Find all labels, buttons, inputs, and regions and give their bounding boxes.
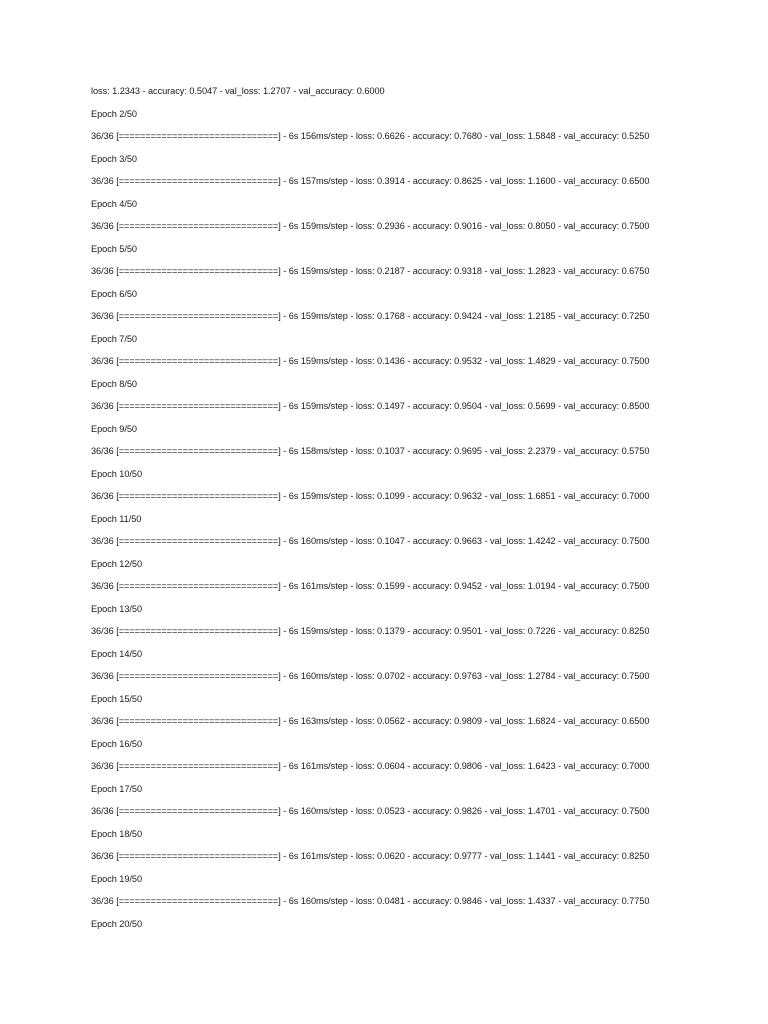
log-line: 36/36 [==============================] - 6s 160ms/step - loss: 0.1047 - accuracy: 0.9663 - val_loss: 1.4242 - val_accuracy: 0.7500 bbox=[91, 536, 650, 546]
epoch-header: Epoch 15/50 bbox=[91, 693, 143, 704]
epoch-header: Epoch 5/50 bbox=[91, 243, 137, 254]
epoch-header: Epoch 10/50 bbox=[91, 468, 143, 479]
epoch-header: Epoch 20/50 bbox=[91, 918, 143, 929]
epoch-header: Epoch 11/50 bbox=[91, 513, 142, 524]
epoch-header: Epoch 3/50 bbox=[91, 153, 137, 164]
epoch-header: Epoch 9/50 bbox=[91, 423, 137, 434]
epoch-header: Epoch 16/50 bbox=[91, 738, 143, 749]
log-line: 36/36 [==============================] - 6s 160ms/step - loss: 0.0481 - accuracy: 0.9846 - val_loss: 1.4337 - val_accuracy: 0.7750 bbox=[91, 896, 650, 906]
epoch-header: Epoch 7/50 bbox=[91, 333, 137, 344]
log-line: 36/36 [==============================] - 6s 161ms/step - loss: 0.0604 - accuracy: 0.9806 - val_loss: 1.6423 - val_accuracy: 0.7000 bbox=[91, 761, 650, 771]
epoch-header: Epoch 19/50 bbox=[91, 873, 143, 884]
log-line: 36/36 [==============================] - 6s 159ms/step - loss: 0.1436 - accuracy: 0.9532 - val_loss: 1.4829 - val_accuracy: 0.7500 bbox=[91, 356, 650, 366]
log-line: 36/36 [==============================] - 6s 160ms/step - loss: 0.0523 - accuracy: 0.9826 - val_loss: 1.4701 - val_accuracy: 0.7500 bbox=[91, 806, 650, 816]
log-line: 36/36 [==============================] - 6s 161ms/step - loss: 0.0620 - accuracy: 0.9777 - val_loss: 1.1441 - val_accuracy: 0.8250 bbox=[91, 851, 650, 861]
log-line: 36/36 [==============================] - 6s 159ms/step - loss: 0.1379 - accuracy: 0.9501 - val_loss: 0.7226 - val_accuracy: 0.8250 bbox=[91, 626, 650, 636]
log-line: 36/36 [==============================] - 6s 159ms/step - loss: 0.1497 - accuracy: 0.9504 - val_loss: 0.5699 - val_accuracy: 0.8500 bbox=[91, 401, 650, 411]
log-line: 36/36 [==============================] - 6s 161ms/step - loss: 0.1599 - accuracy: 0.9452 - val_loss: 1.0194 - val_accuracy: 0.7500 bbox=[91, 581, 650, 591]
epoch-header: Epoch 8/50 bbox=[91, 378, 137, 389]
epoch-header: Epoch 12/50 bbox=[91, 558, 143, 569]
epoch-header: Epoch 17/50 bbox=[91, 783, 143, 794]
log-line: 36/36 [==============================] - 6s 159ms/step - loss: 0.2187 - accuracy: 0.9318 - val_loss: 1.2823 - val_accuracy: 0.6750 bbox=[91, 266, 650, 276]
log-line: 36/36 [==============================] - 6s 157ms/step - loss: 0.3914 - accuracy: 0.8625 - val_loss: 1.1600 - val_accuracy: 0.6500 bbox=[91, 176, 650, 186]
epoch-header: Epoch 2/50 bbox=[91, 108, 137, 119]
epoch-header: Epoch 18/50 bbox=[91, 828, 143, 839]
log-line: 36/36 [==============================] - 6s 159ms/step - loss: 0.2936 - accuracy: 0.9016 - val_loss: 0.8050 - val_accuracy: 0.7500 bbox=[91, 221, 650, 231]
log-line: 36/36 [==============================] - 6s 156ms/step - loss: 0.6626 - accuracy: 0.7680 - val_loss: 1.5848 - val_accuracy: 0.5250 bbox=[91, 131, 650, 141]
epoch-header: Epoch 14/50 bbox=[91, 648, 143, 659]
log-line: 36/36 [==============================] - 6s 159ms/step - loss: 0.1099 - accuracy: 0.9632 - val_loss: 1.6851 - val_accuracy: 0.7000 bbox=[91, 491, 650, 501]
epoch-header: Epoch 13/50 bbox=[91, 603, 143, 614]
epoch-header: Epoch 4/50 bbox=[91, 198, 137, 209]
log-line: 36/36 [==============================] - 6s 159ms/step - loss: 0.1768 - accuracy: 0.9424 - val_loss: 1.2185 - val_accuracy: 0.7250 bbox=[91, 311, 650, 321]
epoch-header: Epoch 6/50 bbox=[91, 288, 137, 299]
log-line: loss: 1.2343 - accuracy: 0.5047 - val_loss: 1.2707 - val_accuracy: 0.6000 bbox=[91, 86, 385, 96]
log-line: 36/36 [==============================] - 6s 163ms/step - loss: 0.0562 - accuracy: 0.9809 - val_loss: 1.6824 - val_accuracy: 0.6500 bbox=[91, 716, 650, 726]
log-line: 36/36 [==============================] - 6s 158ms/step - loss: 0.1037 - accuracy: 0.9695 - val_loss: 2.2379 - val_accuracy: 0.5750 bbox=[91, 446, 650, 456]
training-log-page bbox=[91, 85, 751, 940]
log-line: 36/36 [==============================] - 6s 160ms/step - loss: 0.0702 - accuracy: 0.9763 - val_loss: 1.2784 - val_accuracy: 0.7500 bbox=[91, 671, 650, 681]
